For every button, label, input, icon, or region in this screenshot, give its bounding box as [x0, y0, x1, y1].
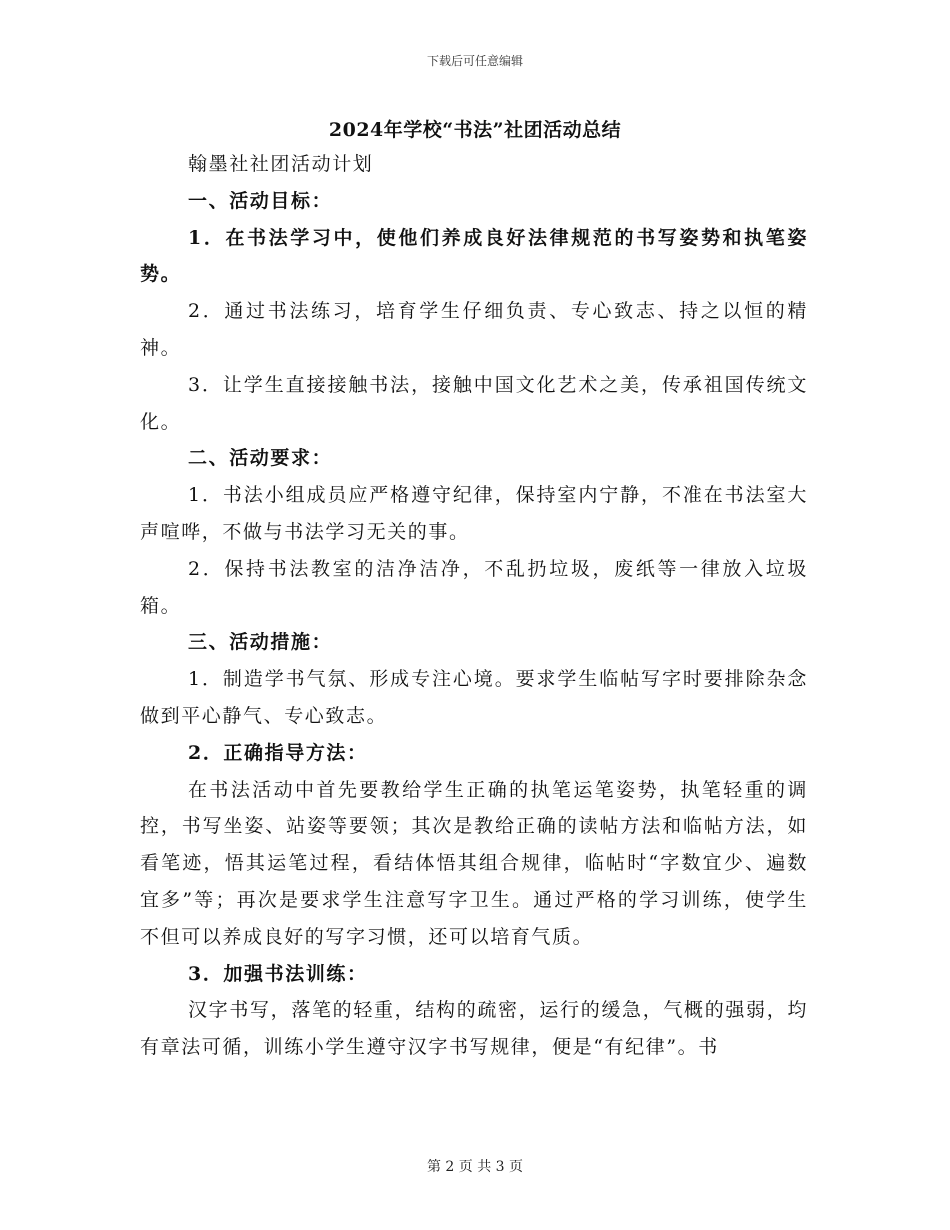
measure-body-3: 汉字书写，落笔的轻重，结构的疏密，运行的缓急，气概的强弱，均有章法可循，训练小学生遵守汉字书写规律，便是“有纪律”。书 — [140, 999, 808, 1059]
download-note: 下载后可任意编辑 — [426, 54, 523, 68]
page-number: 第 2 页 共 3 页 — [426, 1159, 524, 1175]
section-heading-goals: 一、活动目标： — [188, 189, 333, 212]
document-body — [140, 146, 808, 1066]
paragraph-plan-heading: 翰墨社社团活动计划 — [188, 153, 374, 175]
requirement-item-2: 2．保持书法教室的洁净洁净，不乱扔垃圾，废纸等一律放入垃圾箱。 — [140, 557, 808, 617]
goal-item-3: 3．让学生直接接触书法，接触中国文化艺术之美，传承祖国传统文化。 — [140, 373, 808, 433]
measure-item-1: 1．制造学书气氛、形成专注心境。要求学生临帖写字时要排除杂念做到平心静气、专心致志。 — [140, 668, 808, 727]
page-title: 2024年学校“书法”社团活动总结 — [328, 119, 622, 141]
section-heading-requirements: 二、活动要求： — [188, 447, 333, 470]
section-heading-measures: 三、活动措施： — [188, 631, 333, 654]
goal-item-2: 2．通过书法练习，培育学生仔细负责、专心致志、持之以恒的精神。 — [140, 300, 808, 359]
goal-item-1: 1．在书法学习中，使他们养成良好法律规范的书写姿势和执笔姿势。 — [140, 226, 808, 286]
requirement-item-1: 1．书法小组成员应严格遵守纪律，保持室内宁静，不准在书法室大声喧哗，不做与书法学习无关的事。 — [140, 484, 808, 543]
measure-body-2: 在书法活动中首先要教给学生正确的执笔运笔姿势，执笔轻重的调控，书写坐姿、站姿等要领；其次是教给正确的读帖方法和临帖方法，如看笔迹，悟其运笔过程，看结体悟其组合规律，临帖时“字数宜少、遍数宜多”等；再次是要求学生注意写字卫生。通过严格的学习训练，使学生不但可以养成良好的写字习惯，还可以培育气质。 — [140, 778, 808, 948]
measure-heading-3: 3．加强书法训练： — [188, 962, 368, 985]
measure-heading-2: 2．正确指导方法： — [188, 741, 368, 764]
